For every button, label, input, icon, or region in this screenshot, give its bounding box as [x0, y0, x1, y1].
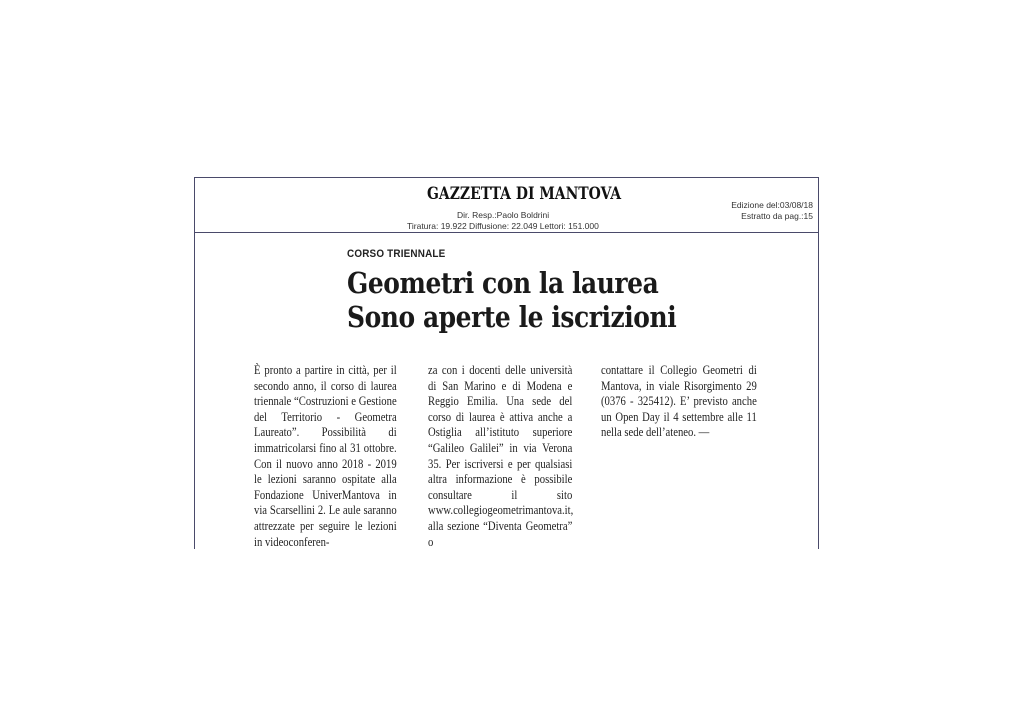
edition-date: Edizione del:03/08/18	[731, 200, 813, 210]
clipping-header	[195, 178, 818, 233]
extract-page: Estratto da pag.:15	[741, 211, 813, 221]
edition-info	[731, 200, 813, 222]
headline-line-2: Sono aperte le iscrizioni	[347, 300, 677, 334]
headline-line-1: Geometri con la laurea	[347, 266, 659, 300]
column-2-text: za con i docenti delle università di San Marino e di Modena e Reggio Emilia. Una sede del corso di laurea è attiva anche a Ostiglia all’istituto superiore “Galileo Galilei” in via Verona 35. Per iscriversi e per qualsiasi altra informazione è possibile consultare il sito www.collegiogeometrimantova.it, alla sezione “Diventa Geometra” o	[428, 362, 574, 549]
circulation-line: Tiratura: 19.922 Diffusione: 22.049 Lettori: 151.000	[407, 221, 599, 231]
column-1-text: È pronto a partire in città, per il secondo anno, il corso di laurea triennale “Costruzioni e Gestione del Territorio - Geometra Laureato”. Possibilità di immatricolarsi fino al 31 ottobre. Con il nuovo anno 2018 - 2019 le lezioni saranno ospitate alla Fondazione UniverMantova in via Scarsellini 2. Le aule saranno attrezzate per seguire le lezioni in videoconferen-	[254, 362, 397, 549]
article-kicker: CORSO TRIENNALE	[347, 248, 446, 260]
article-headline	[347, 266, 676, 334]
article-column-3	[601, 362, 757, 440]
column-3-text: contattare il Collegio Geometri di Mantova, in viale Risorgimento 29 (0376 - 325412). E’ previsto anche un Open Day il 4 settembre alle 11 nella sede dell’ateneo. —	[601, 362, 757, 440]
article-column-1	[254, 362, 397, 549]
director-line: Dir. Resp.:Paolo Boldrini	[457, 210, 550, 220]
press-clipping	[194, 177, 819, 549]
article-column-2	[428, 362, 572, 549]
newspaper-masthead: GAZZETTA DI MANTOVA	[427, 184, 622, 204]
